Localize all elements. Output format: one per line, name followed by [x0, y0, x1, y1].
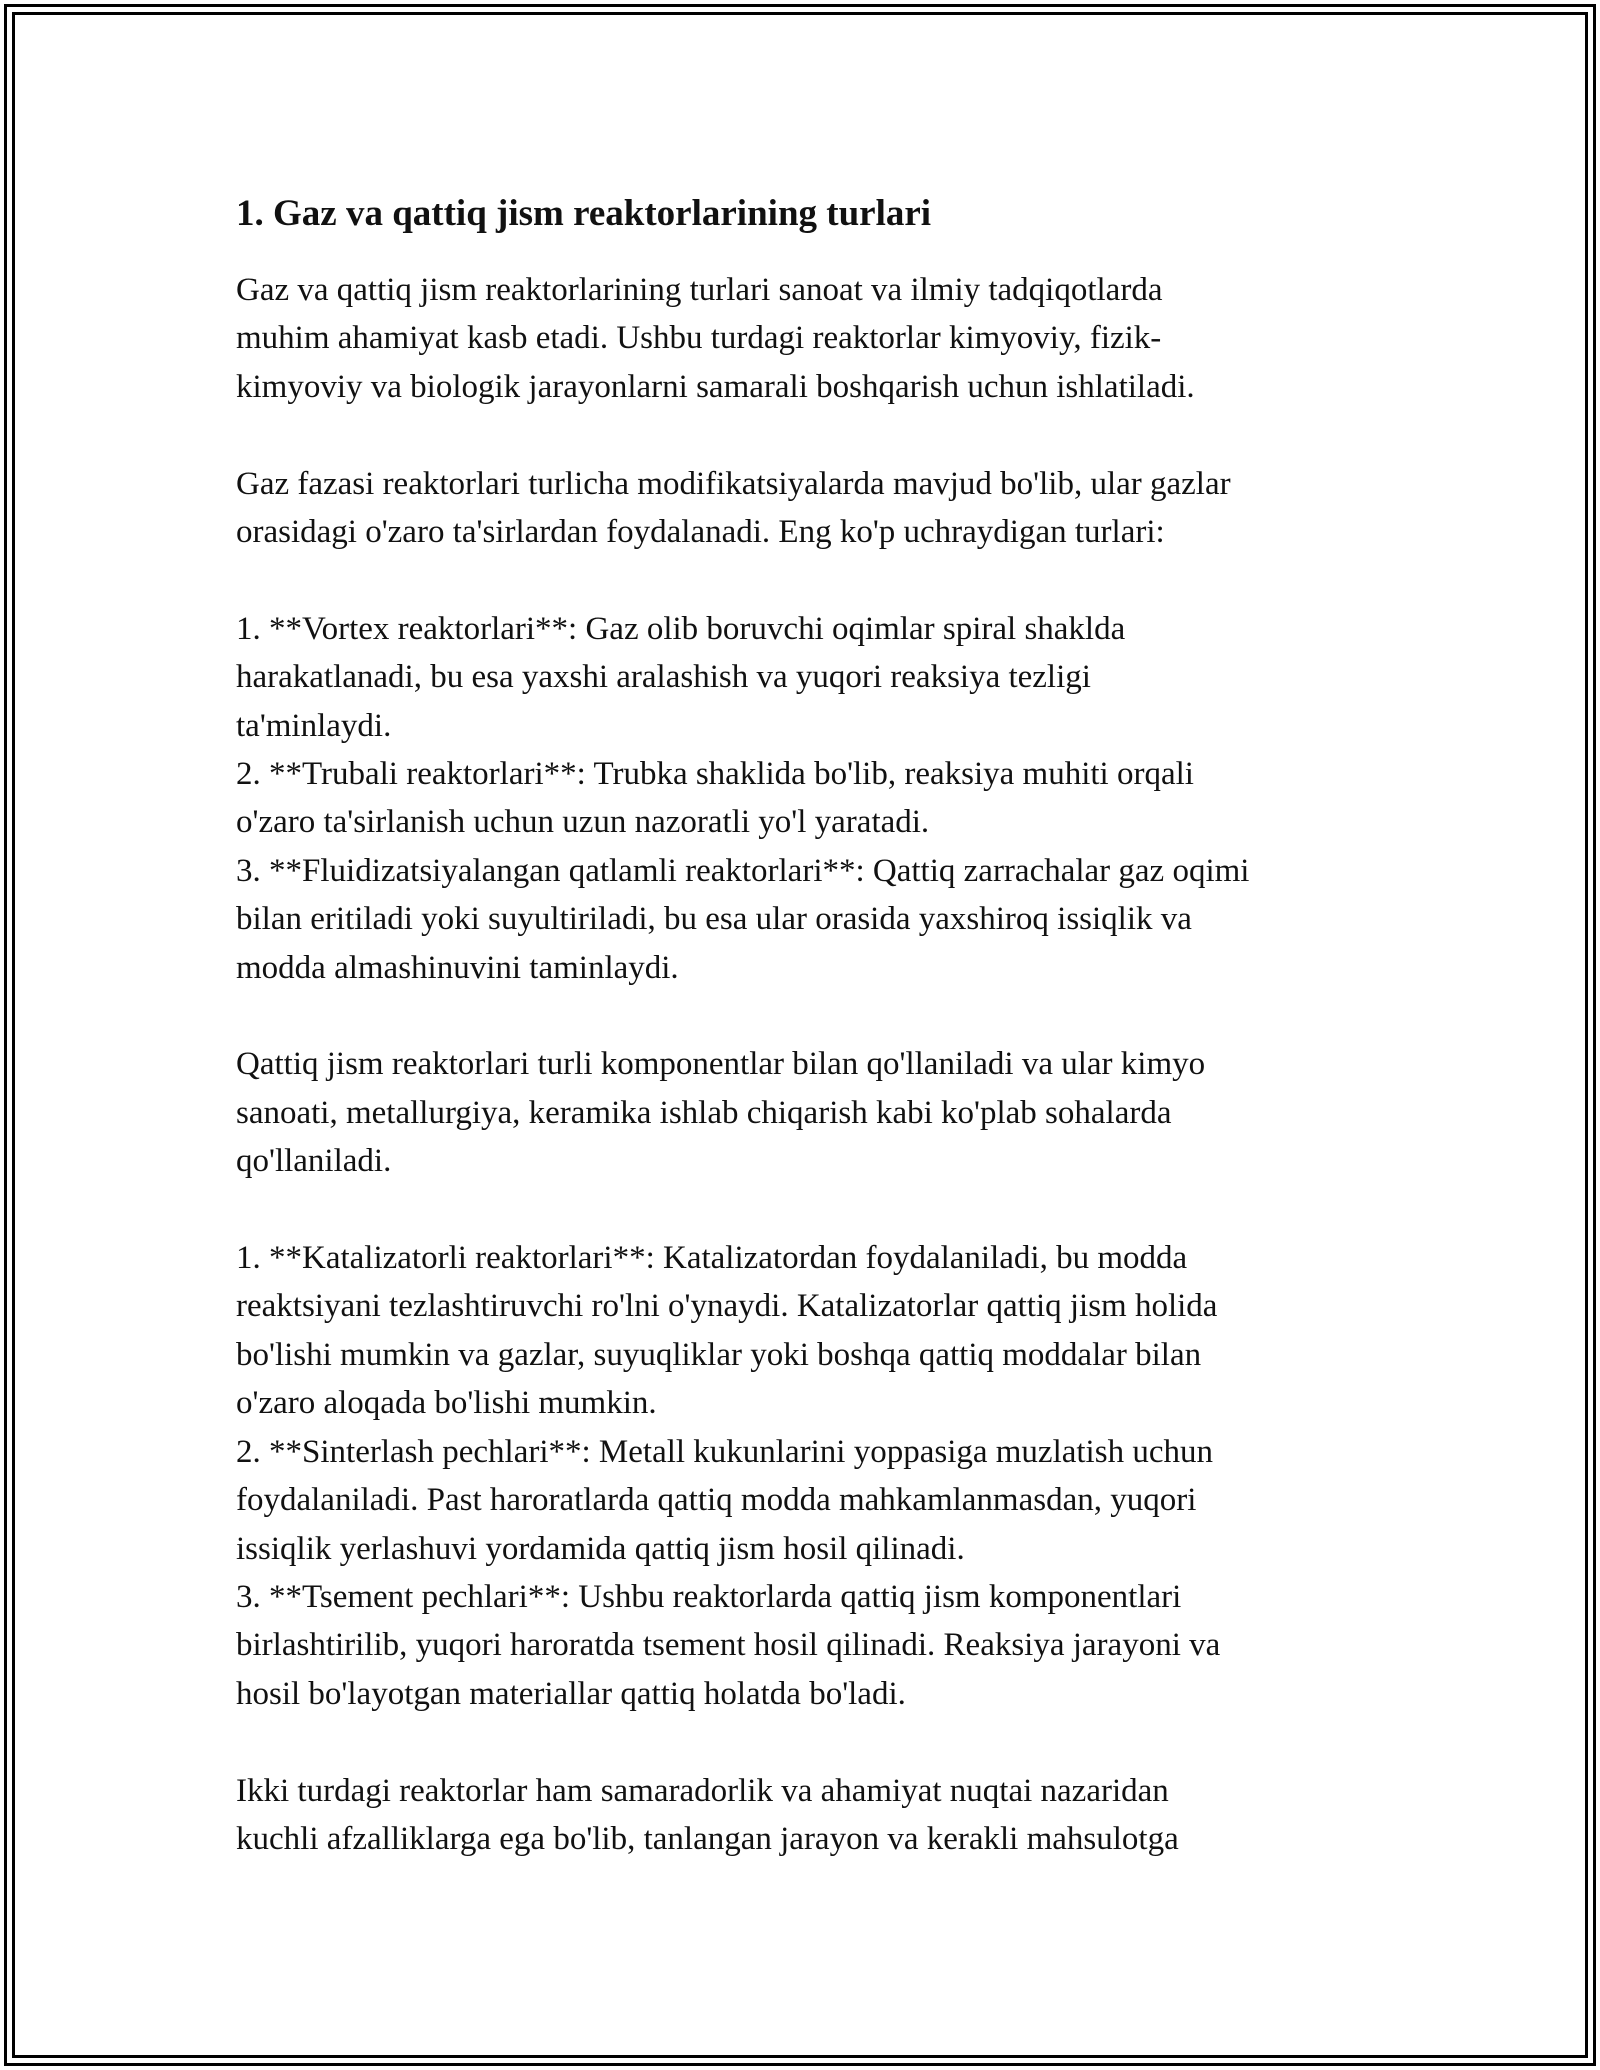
list-item-line: o'zaro ta'sirlanish uchun uzun nazoratli yo'l yaratadi.: [236, 804, 930, 841]
gas-reactor-types-list: [236, 605, 1376, 992]
section-heading: 1. Gaz va qattiq jism reaktorlarining turlari: [236, 193, 932, 234]
list-item-line: 3. **Fluidizatsiyalangan qatlamli reaktorlari**: Qattiq zarrachalar gaz oqimi: [236, 852, 1250, 889]
list-item-line: foydalaniladi. Past haroratlarda qattiq modda mahkamlanmasdan, yuqori: [236, 1482, 1197, 1519]
text-line: Qattiq jism reaktorlari turli komponentlar bilan qo'llaniladi va ular kimyo: [236, 1046, 1206, 1083]
list-item-line: harakatlanadi, bu esa yaxshi aralashish va yuqori reaksiya tezligi: [236, 659, 1091, 696]
text-line: muhim ahamiyat kasb etadi. Ushbu turdagi reaktorlar kimyoviy, fizik-: [236, 320, 1162, 357]
list-item-line: ta'minlaydi.: [236, 707, 392, 744]
list-item-line: 1. **Vortex reaktorlari**: Gaz olib boruvchi oqimlar spiral shaklda: [236, 610, 1126, 647]
text-line: Gaz fazasi reaktorlari turlicha modifikatsiyalarda mavjud bo'lib, ular gazlar: [236, 465, 1231, 502]
text-line: Ikki turdagi reaktorlar ham samaradorlik va ahamiyat nuqtai nazaridan: [236, 1772, 1169, 1809]
list-item-line: o'zaro aloqada bo'lishi mumkin.: [236, 1385, 657, 1422]
list-item-line: 3. **Tsement pechlari**: Ushbu reaktorlarda qattiq jism komponentlari: [236, 1578, 1182, 1615]
paragraph-solid-reactors: [236, 1040, 1376, 1185]
document-body: [236, 188, 1376, 1863]
solid-reactor-types-list: [236, 1234, 1376, 1718]
list-item-line: bilan eritiladi yoki suyultiriladi, bu esa ular orasida yaxshiroq issiqlik va: [236, 901, 1192, 938]
list-item-line: 2. **Sinterlash pechlari**: Metall kukunlarini yoppasiga muzlatish uchun: [236, 1433, 1213, 1470]
text-line: orasidagi o'zaro ta'sirlardan foydalanadi. Eng ko'p uchraydigan turlari:: [236, 514, 1165, 551]
text-line: qo'llaniladi.: [236, 1143, 392, 1180]
list-item-line: issiqlik yerlashuvi yordamida qattiq jism hosil qilinadi.: [236, 1530, 965, 1567]
list-item-line: hosil bo'layotgan materiallar qattiq holatda bo'ladi.: [236, 1675, 906, 1712]
paragraph-gas-reactors: [236, 460, 1376, 557]
list-item-line: reaktsiyani tezlashtiruvchi ro'lni o'ynaydi. Katalizatorlar qattiq jism holida: [236, 1288, 1218, 1325]
text-line: kimyoviy va biologik jarayonlarni samarali boshqarish uchun ishlatiladi.: [236, 368, 1195, 405]
paragraph-conclusion: [236, 1767, 1376, 1864]
text-line: kuchli afzalliklarga ega bo'lib, tanlangan jarayon va kerakli mahsulotga: [236, 1820, 1179, 1857]
list-item-line: bo'lishi mumkin va gazlar, suyuqliklar yoki boshqa qattiq moddalar bilan: [236, 1336, 1202, 1373]
paragraph-intro: [236, 266, 1376, 411]
list-item-line: birlashtirilib, yuqori haroratda tsement hosil qilinadi. Reaksiya jarayoni va: [236, 1627, 1221, 1664]
list-item-line: 2. **Trubali reaktorlari**: Trubka shaklida bo'lib, reaksiya muhiti orqali: [236, 756, 1194, 793]
list-item-line: 1. **Katalizatorli reaktorlari**: Katalizatordan foydalaniladi, bu modda: [236, 1240, 1188, 1277]
text-line: sanoati, metallurgiya, keramika ishlab chiqarish kabi ko'plab sohalarda: [236, 1094, 1172, 1131]
text-line: Gaz va qattiq jism reaktorlarining turlari sanoat va ilmiy tadqiqotlarda: [236, 272, 1163, 308]
list-item-line: modda almashinuvini taminlaydi.: [236, 949, 679, 986]
